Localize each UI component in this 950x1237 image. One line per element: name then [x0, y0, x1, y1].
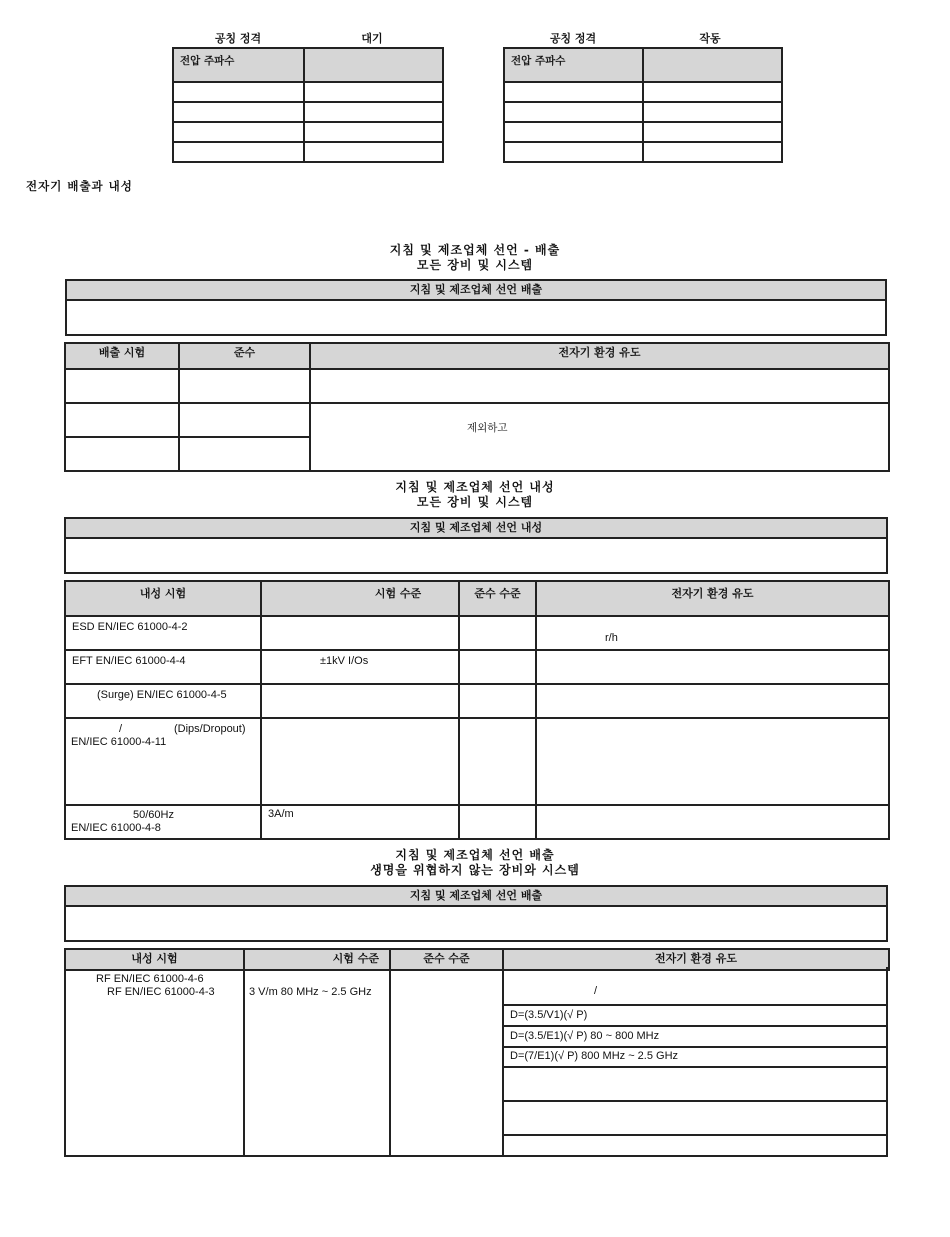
table-cell: [459, 684, 536, 718]
section1-title: [0, 243, 950, 273]
test-text-a: /: [119, 723, 123, 735]
test-cell: ESD EN/IEC 61000-4-2: [65, 616, 261, 650]
rf-col-divider: [389, 967, 391, 1155]
section2-box: [64, 537, 888, 574]
table-cell: [173, 142, 304, 162]
right-rating-title: 공칭 정격: [549, 32, 597, 45]
test-cell: EFT EN/IEC 61000-4-4: [65, 650, 261, 684]
emission-table: [64, 342, 890, 472]
level-cell: 3A/m: [261, 805, 459, 839]
col-header: 전자기 환경 유도: [310, 343, 889, 369]
table-cell: [304, 142, 443, 162]
table-cell: [310, 403, 889, 471]
table-cell: [536, 650, 889, 684]
table-cell: [536, 805, 889, 839]
test-text-a: 50/60Hz: [133, 809, 174, 821]
table-cell: [65, 369, 179, 403]
col-header: 시험 수준: [244, 949, 390, 970]
section1-bar: 지침 및 제조업체 선언 배출: [65, 279, 887, 301]
rf-test-level: 3 V/m 80 MHz ~ 2.5 GHz: [249, 986, 372, 998]
section3-box: [64, 905, 888, 942]
table-cell: [173, 102, 304, 122]
table-cell: [261, 684, 459, 718]
section2-title-line2: 모든 장비 및 시스템: [416, 495, 534, 509]
section1-title-line1: 지침 및 제조업체 선언 - 배출: [389, 243, 561, 257]
col-header: 준수 수준: [459, 581, 536, 616]
test-text-c: EN/IEC 61000-4-11: [71, 736, 167, 748]
exception-note: 제외하고: [467, 422, 508, 434]
immunity-table: [64, 580, 890, 840]
col-header: [261, 581, 459, 616]
table-cell: [459, 650, 536, 684]
col-header: 준수: [179, 343, 310, 369]
voltage-frequency-header: 전압 주파수: [504, 48, 643, 82]
table-cell: [643, 82, 782, 102]
table-row: [65, 684, 889, 718]
env-cell: [536, 616, 889, 650]
section2-title-line1: 지침 및 제조업체 선언 내성: [395, 480, 555, 494]
col-header: 전자기 환경 유도: [536, 581, 889, 616]
section2-bar: 지침 및 제조업체 선언 내성: [64, 517, 888, 539]
table-cell: [173, 82, 304, 102]
table-cell: [179, 437, 310, 471]
table-cell: [179, 369, 310, 403]
section3-bar: 지침 및 제조업체 선언 배출: [64, 885, 888, 907]
section3-title-line2: 생명을 위협하지 않는 장비와 시스템: [370, 863, 580, 877]
test-cell: [65, 718, 261, 805]
test-cell: [65, 805, 261, 839]
col-header: 배출 시험: [65, 343, 179, 369]
rf-env-text: D=(3.5/V1)(√ P): [510, 1009, 588, 1021]
rf-env-row: [504, 967, 888, 1006]
col-header-text: 시험 수준: [374, 587, 422, 600]
left-standby-title: 대기: [361, 32, 383, 45]
level-cell: [261, 650, 459, 684]
table-cell: [536, 684, 889, 718]
rf-env-row: [504, 1048, 888, 1068]
rf-test-line1: RF EN/IEC 61000-4-6: [96, 973, 204, 985]
table-cell: [261, 718, 459, 805]
table-cell: [504, 82, 643, 102]
test-text-b: (Dips/Dropout): [174, 723, 246, 735]
right-operation-title: 작동: [699, 32, 721, 45]
rf-env-row: [504, 1102, 888, 1136]
rf-table-body: [64, 967, 888, 1157]
section1-title-line2: 모든 장비 및 시스템: [416, 258, 534, 272]
level-text: ±1kV I/Os: [320, 655, 369, 667]
right-rating-table: [503, 47, 783, 163]
section3-title-line1: 지침 및 제조업체 선언 배출: [395, 848, 555, 862]
table-cell: [261, 616, 459, 650]
section1-box: [65, 299, 887, 336]
table-cell: [643, 102, 782, 122]
table-cell: [304, 82, 443, 102]
section2-title: [0, 480, 950, 510]
table-row: [65, 650, 889, 684]
rf-env-text: D=(3.5/E1)(√ P) 80 ~ 800 MHz: [510, 1030, 660, 1042]
table-row: [65, 616, 889, 650]
env-text: r/h: [605, 632, 618, 644]
rf-env-row: [504, 1006, 888, 1027]
table-cell: [304, 48, 443, 82]
rf-col-divider: [243, 967, 245, 1155]
table-row: [65, 718, 889, 805]
table-cell: [504, 142, 643, 162]
col-header: 준수 수준: [390, 949, 503, 970]
table-cell: [65, 437, 179, 471]
col-header: 내성 시험: [65, 949, 244, 970]
table-cell: [536, 718, 889, 805]
left-rating-table: [172, 47, 444, 163]
col-header: 내성 시험: [65, 581, 261, 616]
table-cell: [504, 102, 643, 122]
col-header: 전자기 환경 유도: [503, 949, 889, 970]
table-cell: [65, 403, 179, 437]
table-cell: [459, 805, 536, 839]
voltage-frequency-header: 전압 주파수: [173, 48, 304, 82]
table-cell: [459, 718, 536, 805]
table-cell: [504, 122, 643, 142]
table-cell: [310, 369, 889, 403]
left-rating-title: 공칭 정격: [214, 32, 262, 45]
test-text: (Surge) EN/IEC 61000-4-5: [97, 689, 227, 701]
table-cell: [304, 122, 443, 142]
table-cell: [643, 122, 782, 142]
section3-title: [0, 848, 950, 878]
rf-test-line2: RF EN/IEC 61000-4-3: [107, 986, 215, 998]
rf-env-row: [504, 1027, 888, 1048]
test-cell: [65, 684, 261, 718]
table-cell: [304, 102, 443, 122]
table-row: [65, 805, 889, 839]
table-cell: [173, 122, 304, 142]
table-cell: [459, 616, 536, 650]
rf-env-row: [504, 1068, 888, 1102]
table-cell: [643, 48, 782, 82]
table-cell: [643, 142, 782, 162]
table-cell: [179, 403, 310, 437]
emc-heading: 전자기 배출과 내성: [26, 179, 133, 193]
rf-env-text: /: [594, 985, 598, 997]
test-text-c: EN/IEC 61000-4-8: [71, 822, 161, 834]
rf-env-text: D=(7/E1)(√ P) 800 MHz ~ 2.5 GHz: [510, 1050, 679, 1062]
